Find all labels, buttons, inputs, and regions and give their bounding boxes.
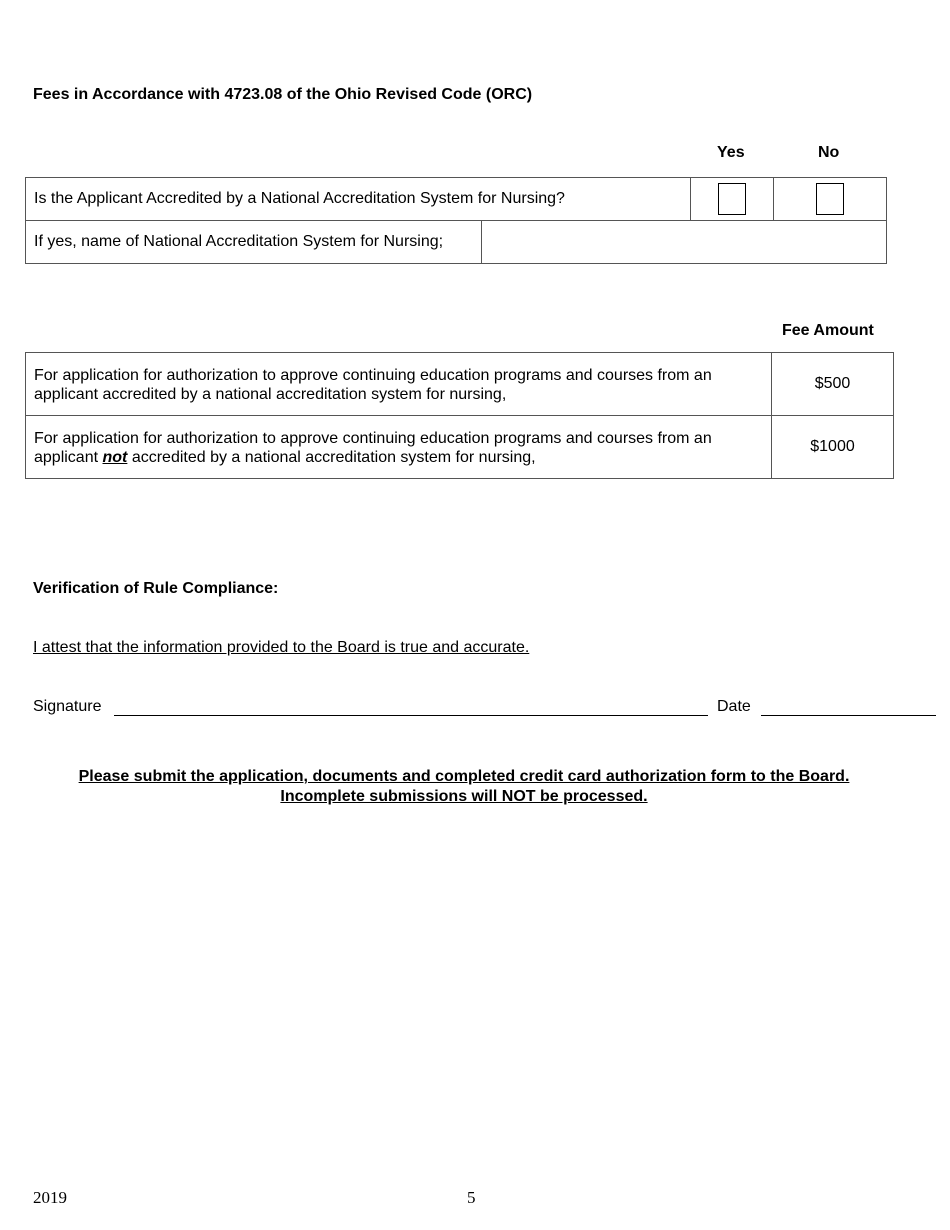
page-number: 5 bbox=[467, 1188, 476, 1207]
attestation-statement: I attest that the information provided to the Board is true and accurate. bbox=[33, 639, 530, 656]
accreditation-table bbox=[25, 177, 887, 264]
fee-row bbox=[26, 416, 894, 479]
fee-amount-header: Fee Amount bbox=[782, 322, 874, 339]
yes-cell bbox=[691, 178, 774, 221]
signature-line[interactable] bbox=[114, 715, 708, 716]
accreditation-name-label: If yes, name of National Accreditation System for Nursing; bbox=[26, 221, 482, 264]
emphasis-not: not bbox=[102, 449, 128, 466]
footer-year: 2019 bbox=[33, 1188, 67, 1207]
accreditation-question: Is the Applicant Accredited by a National Accreditation System for Nursing? bbox=[26, 178, 691, 221]
accreditation-question-row bbox=[26, 178, 887, 221]
date-line[interactable] bbox=[761, 715, 936, 716]
accreditation-name-field[interactable] bbox=[482, 221, 887, 264]
yes-checkbox[interactable] bbox=[718, 183, 746, 215]
fees-section-title: Fees in Accordance with 4723.08 of the Ohio Revised Code (ORC) bbox=[33, 86, 533, 103]
fee-amount: $500 bbox=[772, 353, 894, 416]
fee-description: For application for authorization to approve continuing education programs and courses from an applicant accredited by a national accreditation system for nursing, bbox=[26, 353, 772, 416]
submission-notice-line2: Incomplete submissions will NOT be processed. bbox=[280, 788, 648, 805]
no-cell bbox=[774, 178, 887, 221]
fee-row bbox=[26, 353, 894, 416]
submission-notice-line1: Please submit the application, documents and completed credit card authorization form to the Board. bbox=[78, 768, 850, 785]
yes-column-header: Yes bbox=[717, 144, 745, 161]
fee-amount: $1000 bbox=[772, 416, 894, 479]
no-checkbox[interactable] bbox=[816, 183, 844, 215]
accreditation-name-row bbox=[26, 221, 887, 264]
no-column-header: No bbox=[818, 144, 840, 161]
submission-notice bbox=[0, 767, 928, 807]
verification-title: Verification of Rule Compliance: bbox=[33, 580, 279, 597]
signature-label: Signature bbox=[33, 698, 102, 715]
fee-table bbox=[25, 352, 894, 479]
fee-description: For application for authorization to approve continuing education programs and courses from an applicant not accredited by a national accreditation system for nursing, bbox=[26, 416, 772, 479]
date-label: Date bbox=[717, 698, 751, 715]
